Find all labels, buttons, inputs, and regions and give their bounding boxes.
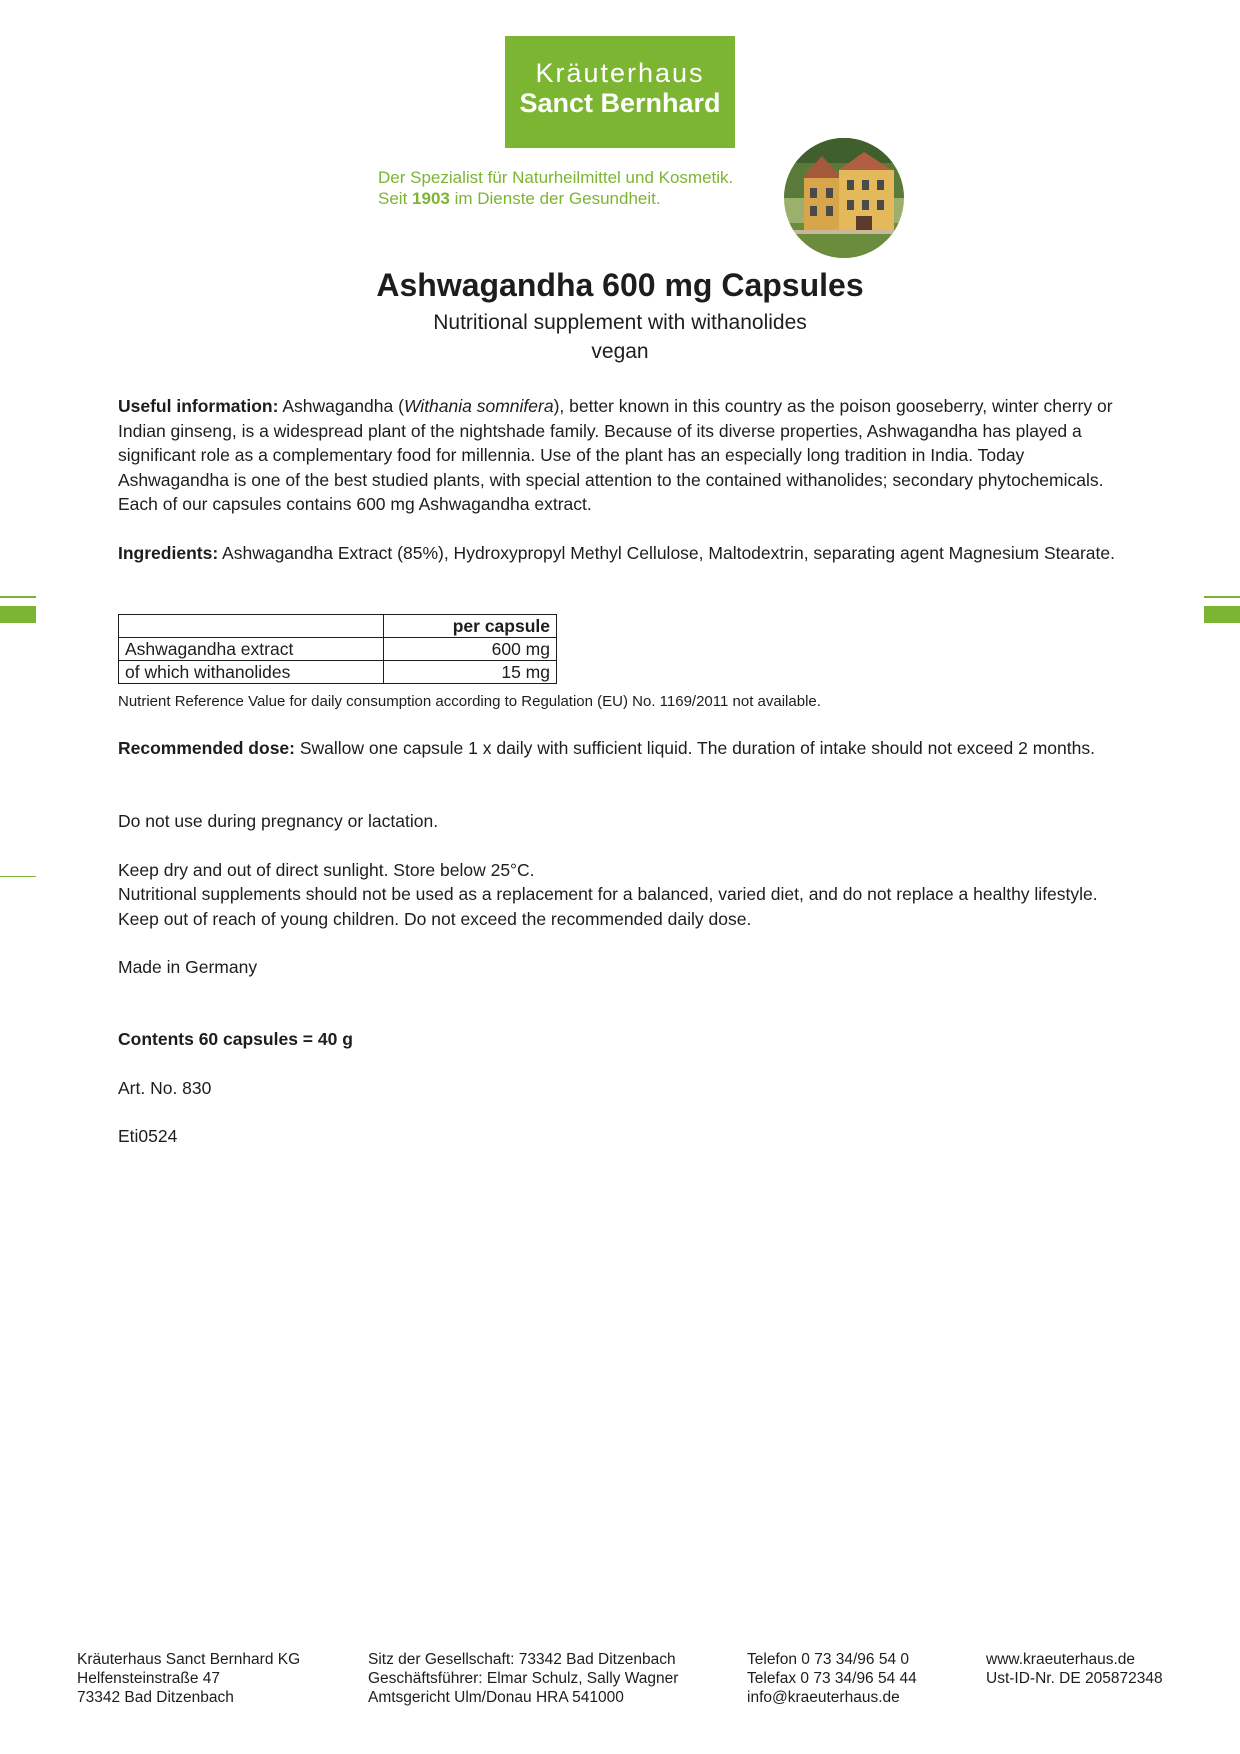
useful-information-label: Useful information: [118,396,279,416]
latin-name: Withania somnifera [403,396,554,416]
tagline-year: 1903 [412,189,450,208]
vegan-label: vegan [591,340,649,363]
ingredients: Ingredients: Ashwagandha Extract (85%), Hydroxypropyl Methyl Cellulose, Maltodextrin, separating agent Magnesium Stearate. [118,543,1115,563]
table-row [119,661,557,684]
logo-line-1: Kräuterhaus [535,58,705,88]
company-logo [505,36,735,148]
nutrition-table [118,614,557,684]
contents: Contents 60 capsules = 40 g [118,1029,353,1049]
tagline-line-1: Der Spezialist für Naturheilmittel und Kosmetik. [378,168,734,187]
storage-note: Keep dry and out of direct sunlight. Store below 25°C. [118,860,535,880]
article-number: Art. No. 830 [118,1078,212,1098]
footer-line: Telefax 0 73 34/96 54 44 [747,1670,917,1687]
table-cell: 15 mg [384,661,557,684]
table-header-row [119,615,557,638]
tagline-line-2: Seit 1903 im Dienste der Gesundheit. [378,189,661,208]
table-cell: of which withanolides [119,661,384,684]
table-row [119,638,557,661]
fold-mark-right-line [1204,596,1240,598]
footer-web [986,1650,1163,1688]
pregnancy-warning: Do not use during pregnancy or lactation. [118,811,439,831]
building-photo [784,138,904,258]
footer-line: Helfensteinstraße 47 [77,1670,221,1687]
ingredients-label: Ingredients: [118,543,219,563]
footer-line: Sitz der Gesellschaft: 73342 Bad Ditzenbach [368,1651,676,1668]
made-in: Made in Germany [118,957,258,977]
recommended-dose-label: Recommended dose: [118,738,295,758]
footer-line: Ust-ID-Nr. DE 205872348 [986,1670,1163,1687]
fold-mark-left-bar [0,606,36,623]
footer-email[interactable]: info@kraeuterhaus.de [747,1689,900,1706]
product-title: Ashwagandha 600 mg Capsules [376,267,864,303]
label-code: Eti0524 [118,1126,178,1146]
footer-line: Amtsgericht Ulm/Donau HRA 541000 [368,1689,624,1706]
fold-mark-right-bar [1204,606,1240,623]
fold-mark-left-lower [0,876,36,877]
footer-website-link[interactable]: www.kraeuterhaus.de [986,1651,1136,1668]
table-cell: Ashwagandha extract [119,638,384,661]
recommended-dose: Recommended dose: Swallow one capsule 1 x daily with sufficient liquid. The duration of intake should not exceed 2 months. [118,738,1095,758]
footer-line: 73342 Bad Ditzenbach [77,1689,234,1706]
footer-address [77,1650,300,1707]
footer-line: Geschäftsführer: Elmar Schulz, Sally Wagner [368,1670,679,1687]
table-header-cell [119,615,384,638]
tagline [378,167,733,209]
product-subtitle: Nutritional supplement with withanolides [433,311,807,334]
nrv-footnote: Nutrient Reference Value for daily consumption according to Regulation (EU) No. 1169/2011 not available. [118,693,821,710]
table-cell: 600 mg [384,638,557,661]
fold-mark-left-line [0,596,36,598]
footer-line: Kräuterhaus Sanct Bernhard KG [77,1651,301,1668]
logo-line-2: Sanct Bernhard [519,88,721,118]
footer-line: Telefon 0 73 34/96 54 0 [747,1651,910,1668]
footer-contact [747,1650,917,1707]
footer-company-info [368,1650,678,1707]
table-header-cell: per capsule [384,615,557,638]
useful-information: Useful information: Ashwagandha (Withania somnifera), better known in this country as the poison gooseberry, winter cherry or Indian ginseng, is a widespread plant of the nightshade family. Because of its diverse properties, Ashwagandha has played a significant role as a complementary food for millennia. Use of the plant has an especially long tradition in India. Today Ashwagandha is one of the best studied plants, with special attention to the contained withanolides; secondary phytochemicals. Each of our capsules contains 600 mg Ashwagandha extract. [118,396,1113,514]
general-warning: Nutritional supplements should not be used as a replacement for a balanced, varied diet, and do not replace a healthy lifestyle. Keep out of reach of young children. Do not exceed the recommended daily dose. [118,884,1098,929]
